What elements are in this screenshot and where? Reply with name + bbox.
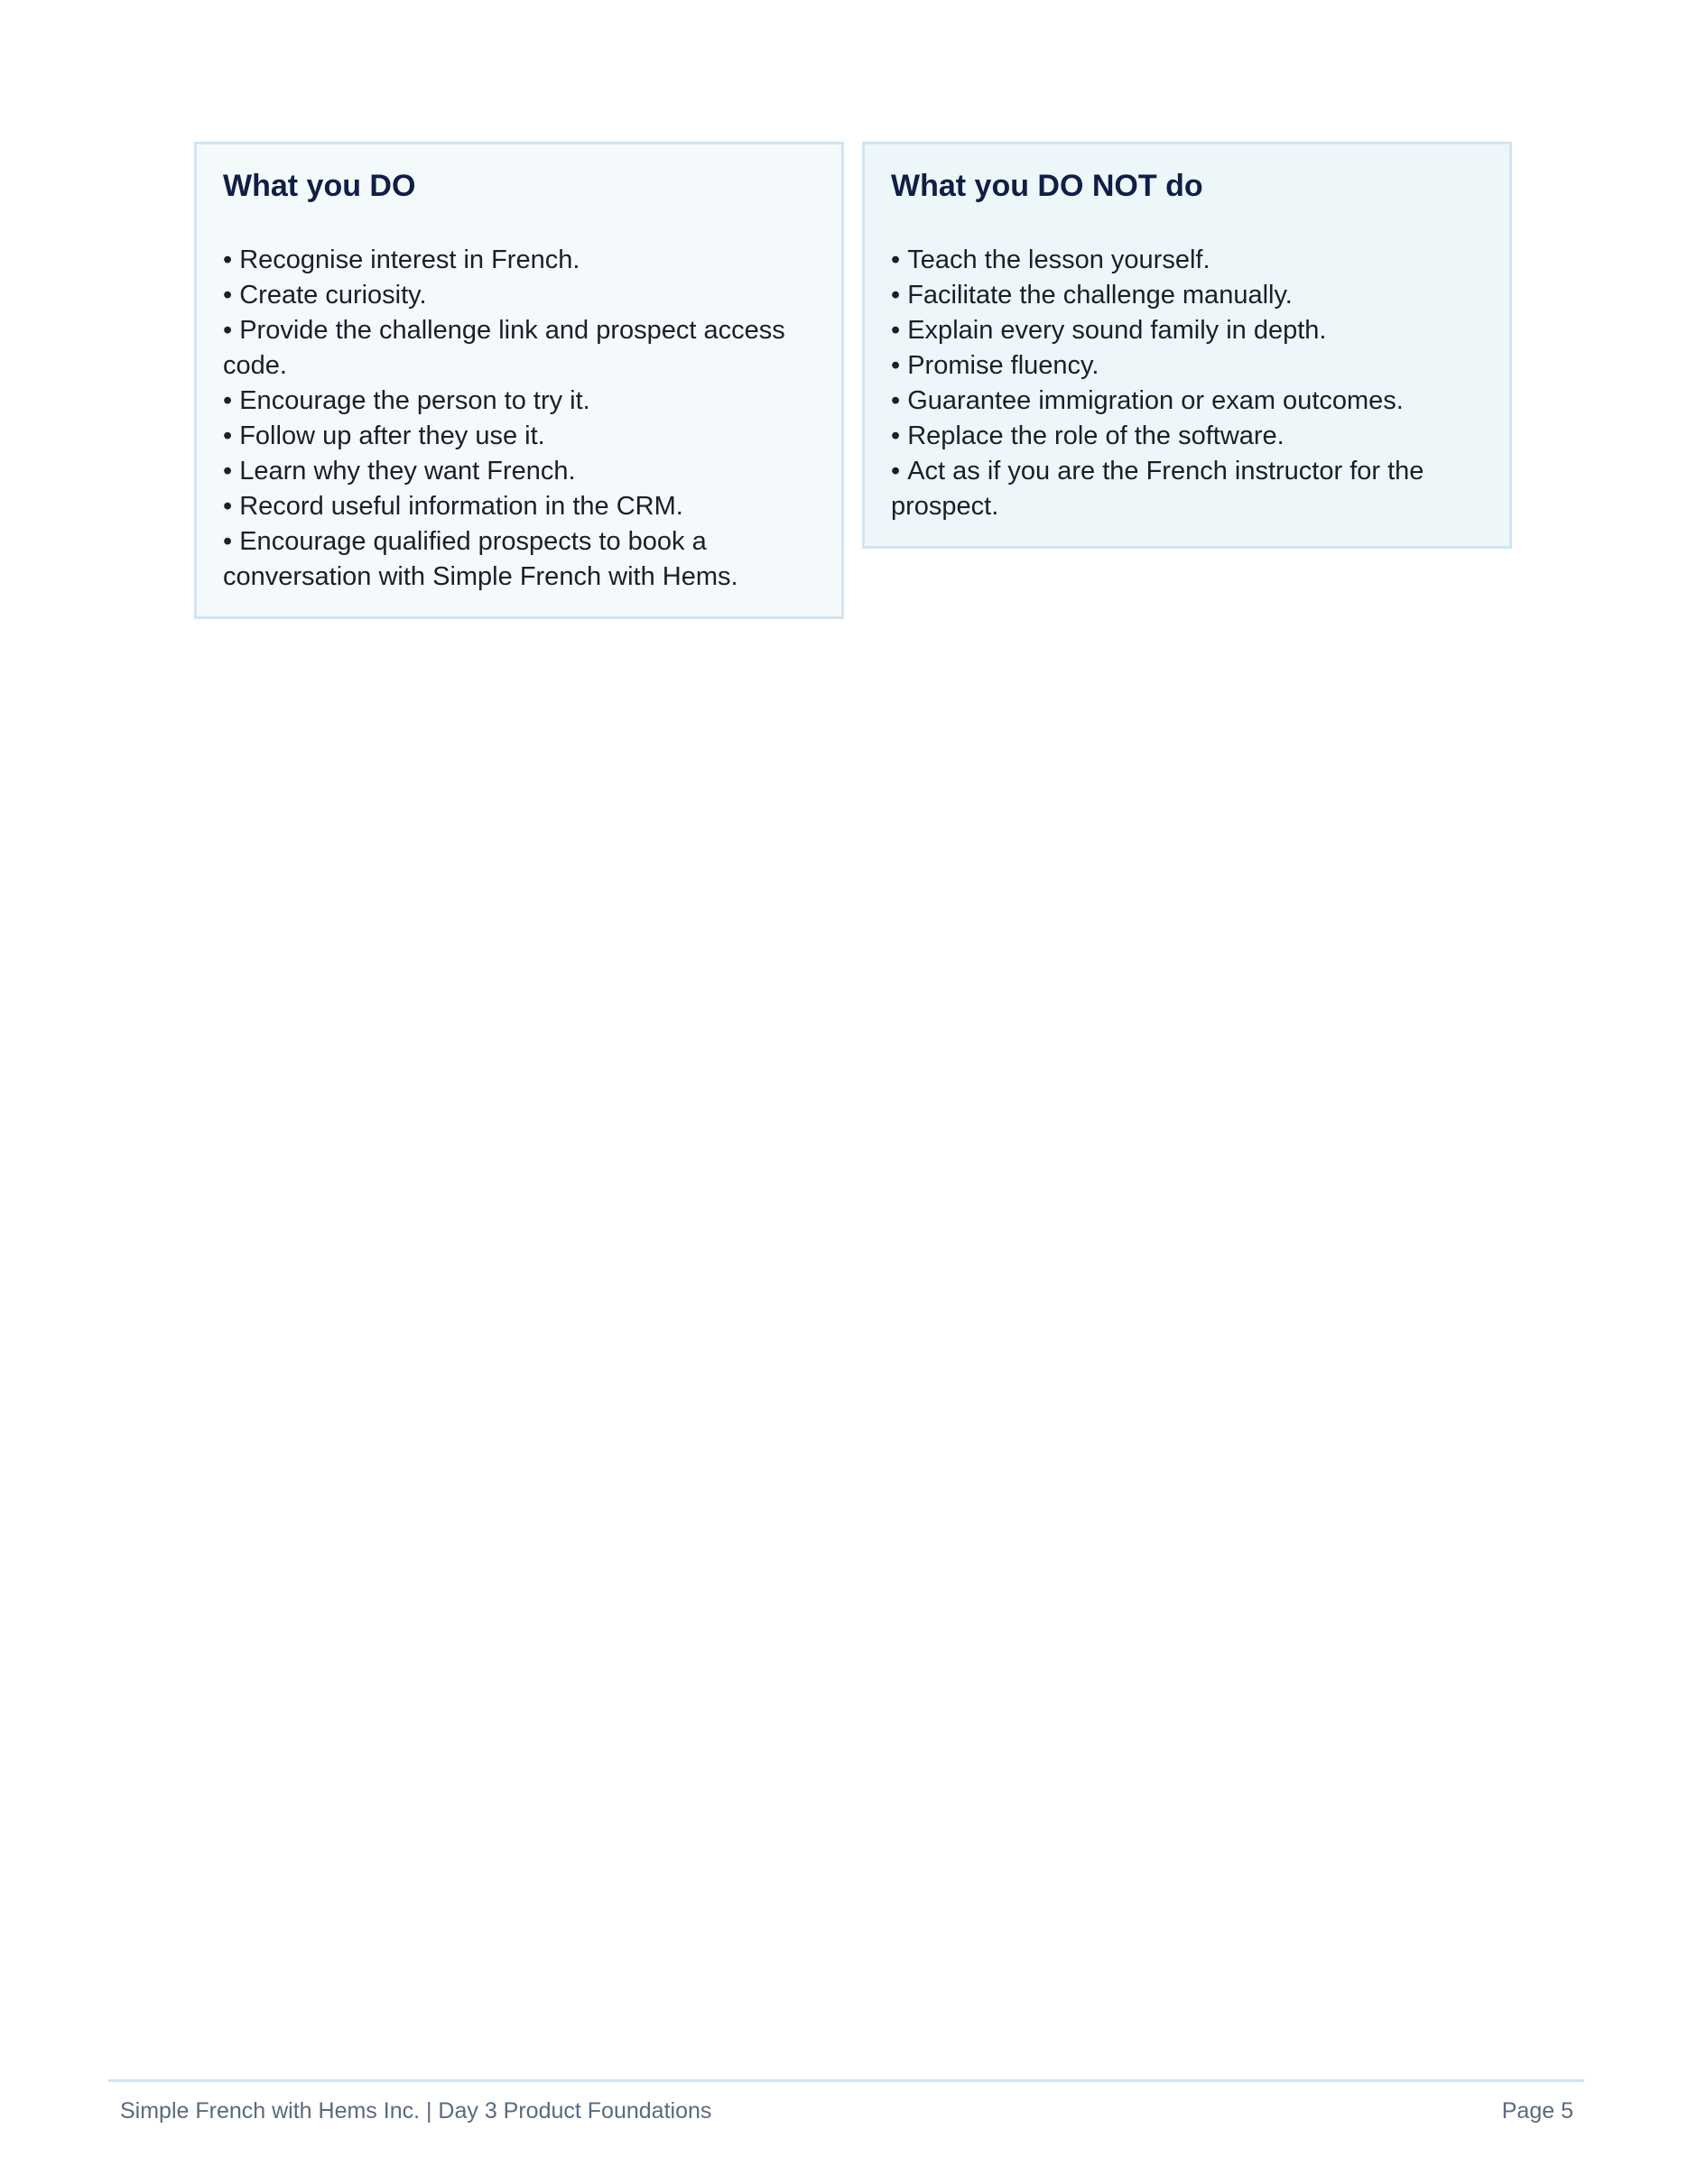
list-item: • Encourage the person to try it. (223, 384, 816, 419)
what-you-do-box (194, 142, 844, 619)
list-item: • Teach the lesson yourself. (891, 243, 1484, 278)
footer-page-number: Page 5 (1501, 2098, 1573, 2124)
list-item: • Create curiosity. (223, 278, 816, 313)
list-item: • Follow up after they use it. (223, 419, 816, 454)
what-you-do-not-do-title: What you DO NOT do (891, 169, 1203, 203)
list-item: • Facilitate the challenge manually. (891, 278, 1484, 313)
list-item: • Learn why they want French. (223, 454, 816, 489)
list-item: • Promise fluency. (891, 348, 1484, 384)
what-you-do-title: What you DO (223, 169, 416, 203)
list-item: • Replace the role of the software. (891, 419, 1484, 454)
list-item: • Act as if you are the French instructor for the prospect. (891, 454, 1484, 524)
list-item: • Guarantee immigration or exam outcomes. (891, 384, 1484, 419)
list-item: • Encourage qualified prospects to book a conversation with Simple French with Hems. (223, 524, 816, 595)
what-you-do-not-do-box (862, 142, 1512, 549)
list-item: • Provide the challenge link and prospect access code. (223, 313, 816, 384)
footer-divider (108, 2079, 1584, 2082)
what-you-do-not-do-list (891, 243, 1484, 524)
list-item: • Record useful information in the CRM. (223, 489, 816, 524)
what-you-do-list (223, 243, 816, 595)
do-donot-columns (194, 142, 1512, 619)
list-item: • Recognise interest in French. (223, 243, 816, 278)
footer-company-text: Simple French with Hems Inc. | Day 3 Product Foundations (120, 2098, 712, 2124)
list-item: • Explain every sound family in depth. (891, 313, 1484, 348)
